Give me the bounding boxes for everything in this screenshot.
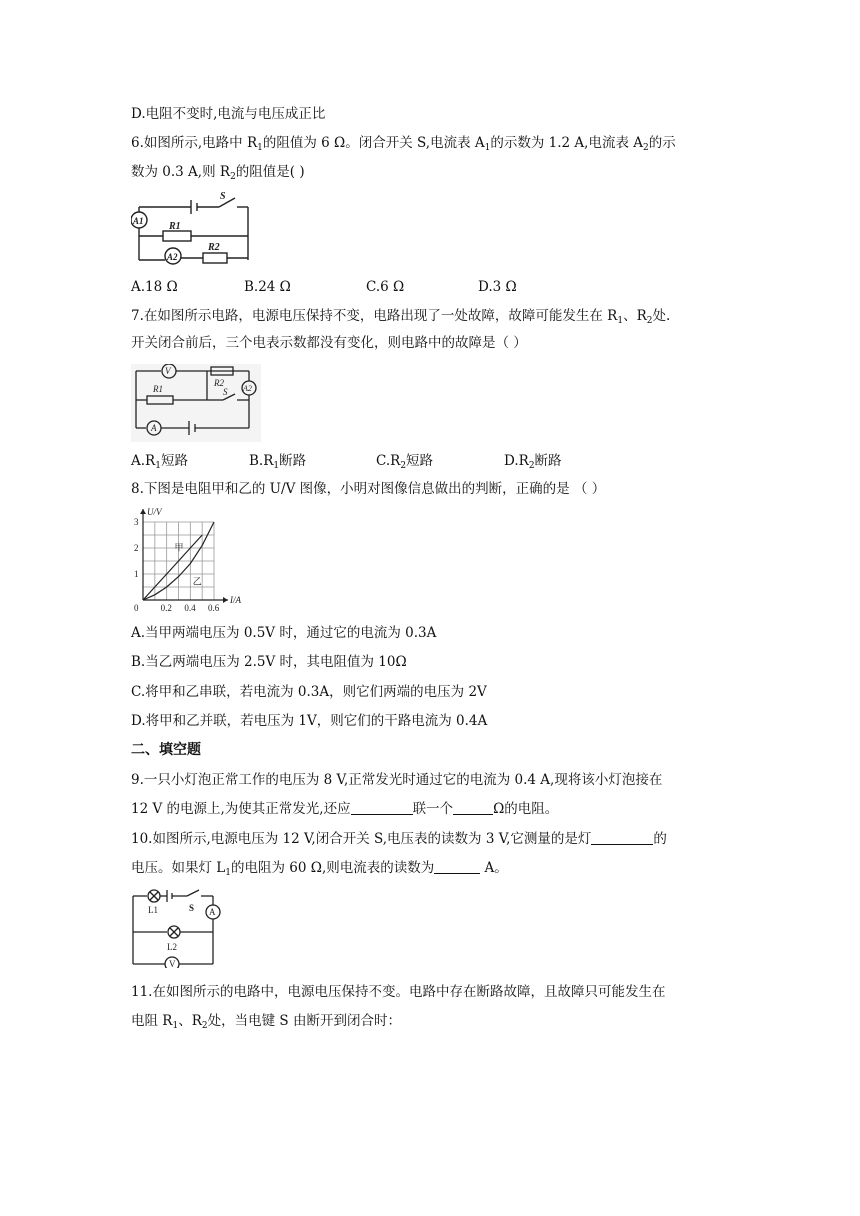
y-axis-arrow-icon [140, 509, 146, 514]
q10-blank-1[interactable] [591, 830, 653, 845]
q7-label-a2: A2 [243, 384, 252, 393]
q6-option-b: B.24 Ω [244, 279, 291, 295]
q8-option-c: C.将甲和乙串联，若电流为 0.3A，则它们两端的电压为 2V [131, 684, 487, 700]
q10-label-v: V [169, 959, 176, 968]
q10-label-l1: L1 [148, 905, 158, 915]
q9-stem-line1: 9.一只小灯泡正常工作的电压为 8 V,正常发光时通过它的电流为 0.4 A,现将该小灯泡接在 [131, 772, 663, 788]
q7-option-a: $A.R_1$短路 [131, 453, 188, 471]
q8-option-d: D.将甲和乙并联，若电压为 1V，则它们的干路电流为 0.4A [131, 713, 488, 729]
section-heading-fill-in: 二、填空题 [131, 742, 201, 758]
x-axis-arrow-icon [223, 597, 228, 603]
q11-stem-line2: 电阻 $R_1$、$R_2$处，当电键 S 由断开到闭合时： [131, 1013, 401, 1031]
q7-label-a: A [151, 423, 157, 433]
q7-label-s: S [223, 387, 228, 397]
q10-stem-line1: 10.如图所示,电源电压为 12 V,闭合开关 S,电压表的读数为 3 V,它测量的是灯 的 [131, 831, 667, 847]
q7-stem-line2: 开关闭合前后，三个电表示数都没有变化，则电路中的故障是（ ） [131, 335, 527, 351]
q9-blank-2[interactable] [453, 800, 493, 815]
q7-stem-line1: 7.在如图所示电路，电源电压保持不变，电路出现了一处故障，故障可能发生在 $R_1$、$R_2$处. [131, 308, 671, 326]
q6-label-a2: A2 [167, 252, 178, 262]
q7-option-c: $C.R_2$短路 [376, 453, 434, 471]
q6-stem-line2: 数为 0.3 A,则 $R_2$的阻值是( ) [131, 164, 305, 182]
q5-option-d: D.电阻不变时,电流与电压成正比 [131, 106, 326, 122]
y-tick-label: 1 [134, 569, 139, 579]
q6-stem-line1: 6.如图所示,电路中 $R_1$的阻值为 6 Ω。闭合开关 S,电流表 $A_1$的示数为 1.2 A,电流表 $A_2$的示 [131, 135, 676, 153]
q6-option-a: A.18 Ω [131, 279, 178, 295]
q10-stem-line2: 电压。如果灯 $L_1$的电阻为 60 Ω,则电流表的读数为 A。 [131, 860, 508, 878]
x-tick-label: 0 [134, 603, 139, 613]
series-line-jia [143, 535, 202, 600]
q7-option-d: $D.R_2$断路 [504, 453, 562, 471]
q10-circuit-diagram [131, 886, 226, 968]
y-axis-label: U/V [147, 507, 162, 517]
q6-label-r2: R2 [208, 242, 220, 253]
q11-stem-line1: 11.在如图所示的电路中，电源电压保持不变。电路中存在断路故障，且故障只可能发生在 [131, 984, 666, 1000]
q8-option-b: B.当乙两端电压为 2.5V 时，其电阻值为 10Ω [131, 654, 407, 670]
q7-label-v: V [165, 366, 171, 376]
q6-label-r1: R1 [169, 221, 181, 232]
q7-label-r2: R2 [214, 378, 224, 388]
q7-circuit-diagram [131, 364, 261, 442]
x-axis-label: I/A [230, 595, 241, 605]
x-tick-label: 0.4 [184, 603, 196, 613]
q7-option-b: $B.R_1$断路 [249, 453, 307, 471]
y-tick-label: 2 [134, 543, 139, 553]
q8-option-a: A.当甲两端电压为 0.5V 时，通过它的电流为 0.3A [131, 625, 437, 641]
q7-label-r1: R1 [153, 384, 163, 394]
q8-ui-chart [131, 505, 256, 613]
q8-stem: 8.下图是电阻甲和乙的 U/V 图像，小明对图像信息做出的判断，正确的是 （ ） [131, 481, 606, 497]
q6-label-a1: A1 [133, 216, 144, 226]
q6-circuit-diagram [131, 190, 256, 265]
series-label-yi: 乙 [192, 576, 202, 587]
y-tick-label: 3 [134, 517, 139, 527]
q6-label-s: S [220, 191, 226, 202]
q10-blank-2[interactable] [434, 859, 480, 874]
q6-option-d: D.3 Ω [478, 279, 517, 295]
x-tick-label: 0.6 [208, 603, 220, 613]
series-label-jia: 甲 [174, 542, 184, 553]
q10-label-a: A [209, 907, 216, 917]
q9-stem-line2: 12 V 的电源上,为使其正常发光,还应 联一个 Ω的电阻。 [131, 801, 559, 817]
q6-option-c: C.6 Ω [366, 279, 405, 295]
x-tick-label: 0.2 [160, 603, 172, 613]
q10-label-s: S [189, 903, 195, 913]
q9-blank-1[interactable] [351, 800, 413, 815]
q10-label-l2: L2 [167, 942, 177, 952]
